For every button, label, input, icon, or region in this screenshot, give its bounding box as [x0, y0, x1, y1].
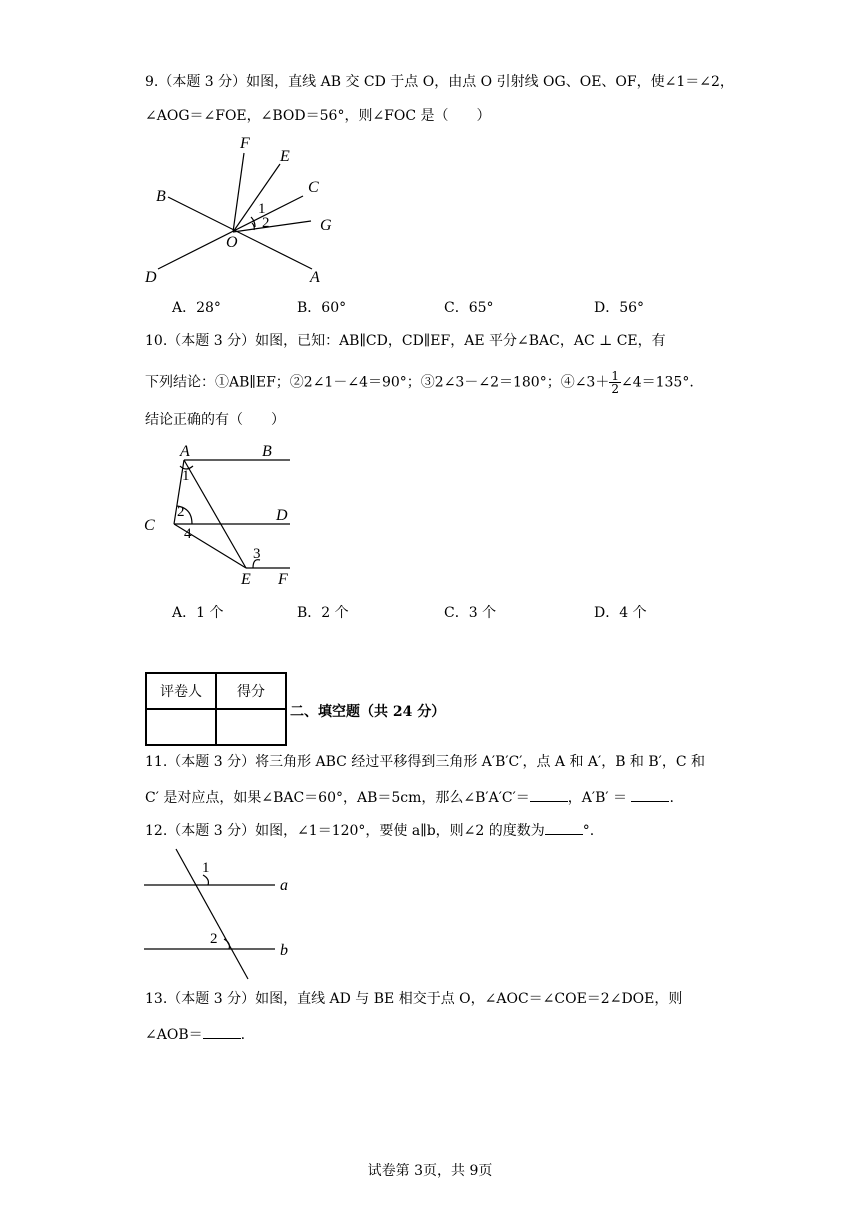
label-A: A — [180, 443, 190, 460]
q12-answer-blank[interactable] — [545, 820, 583, 835]
q9-option-c[interactable]: C．65° — [444, 300, 494, 316]
q9-option-d[interactable]: D．56° — [594, 300, 645, 316]
q10-stem-line3: 结论正确的有（ ） — [145, 412, 285, 428]
label-E: E — [280, 148, 290, 165]
label-B: B — [262, 443, 272, 460]
q10-option-d[interactable]: D．4 个 — [594, 605, 647, 621]
label-D: D — [276, 507, 288, 524]
q10-option-b[interactable]: B．2 个 — [297, 605, 349, 621]
q10-option-c[interactable]: C．3 个 — [444, 605, 497, 621]
q11-stem-line2-c: . — [669, 790, 674, 806]
q10-fraction-numerator: 1 — [611, 369, 619, 383]
q10-options — [172, 603, 792, 623]
ray-OE — [233, 164, 280, 232]
q11-stem-line2-a: C′ 是对应点，如果∠BAC＝60°，AB＝5cm，那么∠B′A′C′＝ — [145, 790, 530, 806]
q9-stem-line1: 9.（本题 3 分）如图，直线 AB 交 CD 于点 O，由点 O 引射线 OG、OE、OF，使∠1＝∠2， — [145, 74, 734, 90]
q11-answer-blank-2[interactable] — [631, 787, 669, 802]
q12-stem — [145, 820, 594, 841]
q13-stem-line2-b: . — [240, 1027, 246, 1043]
grader-table — [145, 672, 287, 746]
label-angle-1: 1 — [182, 468, 190, 484]
q10-fraction — [609, 370, 621, 395]
q10-stem-line2 — [145, 370, 694, 395]
label-a: a — [280, 877, 288, 894]
q9-option-b[interactable]: B．60° — [297, 300, 347, 316]
q13-stem-line1: 13.（本题 3 分）如图，直线 AD 与 BE 相交于点 O，∠AOC＝∠COE＝2∠DOE，则 — [145, 991, 683, 1007]
q9-option-a[interactable]: A．28° — [172, 300, 221, 316]
label-A: A — [310, 269, 320, 286]
label-angle-4: 4 — [184, 526, 192, 542]
q13-answer-blank[interactable] — [203, 1024, 241, 1039]
q11-answer-blank-1[interactable] — [530, 787, 568, 802]
grader-reviewer-cell[interactable] — [146, 709, 216, 745]
q10-stem-line2-a: 下列结论：①AB∥EF；②2∠1－∠4＝90°；③2∠3－∠2＝180°；④∠3＋ — [145, 374, 610, 391]
q9-figure — [140, 135, 340, 285]
label-angle-3: 3 — [253, 546, 261, 562]
label-G: G — [320, 217, 332, 234]
q13-stem-line2 — [145, 1024, 245, 1045]
q10-stem-line2-b: ∠4＝135°. — [620, 374, 694, 391]
label-E: E — [241, 571, 251, 588]
label-angle-1: 1 — [202, 860, 210, 876]
ray-OG — [233, 221, 311, 232]
q12-stem-b: °. — [582, 823, 595, 839]
label-angle-1: 1 — [258, 201, 266, 217]
label-C: C — [144, 517, 155, 534]
grader-header-reviewer: 评卷人 — [146, 673, 216, 709]
angle-1-arc — [203, 875, 208, 885]
label-C: C — [308, 179, 319, 196]
page-footer: 试卷第 3页，共 9页 — [367, 1163, 493, 1179]
label-F: F — [240, 135, 250, 152]
segment-AE — [184, 460, 246, 568]
label-angle-2: 2 — [177, 504, 185, 520]
q13-stem-line2-a: ∠AOB＝ — [145, 1027, 203, 1043]
q10-option-a[interactable]: A．1 个 — [172, 605, 224, 621]
label-angle-2: 2 — [210, 931, 218, 947]
q11-stem-line2 — [145, 787, 674, 808]
line-DC — [158, 196, 303, 269]
label-D: D — [145, 269, 157, 286]
q11-stem-line2-b: ，A′B′ ＝ — [567, 790, 628, 806]
label-F: F — [278, 571, 288, 588]
label-O: O — [226, 234, 238, 251]
grader-header-score: 得分 — [216, 673, 286, 709]
angle-2-arc — [224, 939, 229, 949]
q10-figure — [140, 440, 310, 590]
q10-fraction-denominator: 2 — [611, 382, 619, 396]
line-BA — [168, 197, 312, 269]
q9-stem-line2: ∠AOG＝∠FOE，∠BOD＝56°，则∠FOC 是（ ） — [145, 108, 491, 124]
transversal — [176, 849, 248, 979]
label-angle-2: 2 — [262, 215, 270, 231]
q11-stem-line1: 11.（本题 3 分）将三角形 ABC 经过平移得到三角形 A′B′C′，点 A 和 A′，B 和 B′，C 和 — [145, 754, 706, 770]
q10-stem-line1: 10.（本题 3 分）如图，已知：AB∥CD，CD∥EF，AE 平分∠BAC，AC ⊥ CE，有 — [145, 333, 666, 349]
label-b: b — [280, 942, 288, 959]
q12-stem-a: 12.（本题 3 分）如图，∠1＝120°，要使 a∥b，则∠2 的度数为 — [145, 823, 545, 839]
grader-score-cell[interactable] — [216, 709, 286, 745]
label-B: B — [156, 188, 166, 205]
q9-options — [172, 298, 792, 318]
ray-OF — [233, 153, 244, 232]
section-2-title: 二、填空题（共 24 分） — [290, 704, 446, 720]
q12-figure — [140, 845, 310, 985]
